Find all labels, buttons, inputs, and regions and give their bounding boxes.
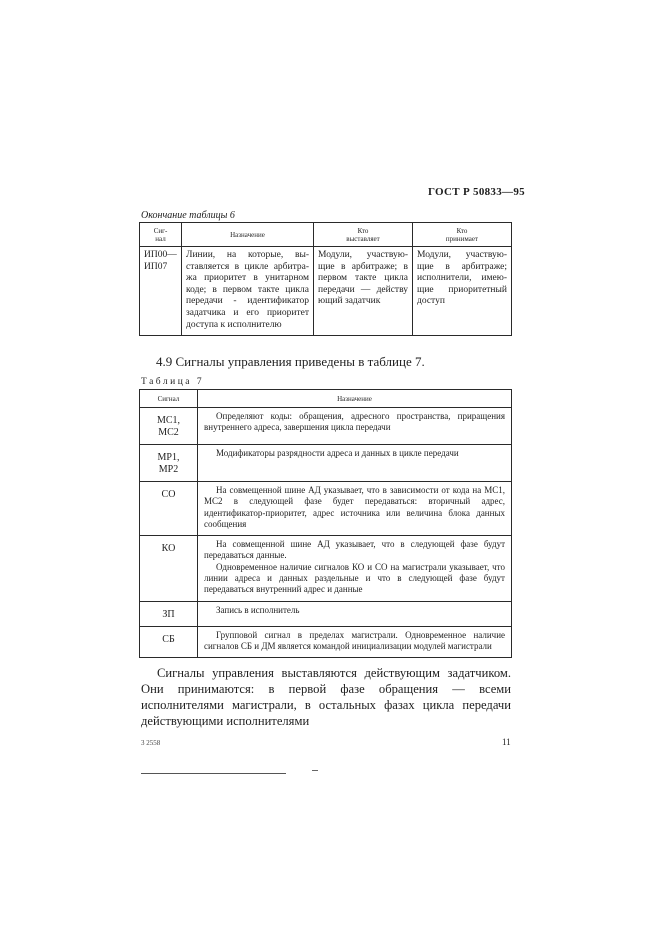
- table6-header-who-sets: Кто выставляет: [314, 223, 413, 247]
- table7-purpose-text: Модификаторы разрядности адреса и данных в цикле передачи: [216, 448, 459, 458]
- table7-signal: МР1, МР2: [140, 445, 198, 482]
- table6-row: [140, 247, 512, 336]
- section-4-9-text: 4.9 Сигналы управления приведены в таблице 7.: [156, 354, 425, 369]
- table7-purpose: [198, 626, 512, 658]
- table7-purpose: [198, 408, 512, 445]
- footer-rule: [141, 773, 286, 774]
- table-row: [140, 445, 512, 482]
- table7-header-purpose: Назначение: [198, 390, 512, 408]
- table6-header-purpose: Назначение: [182, 223, 314, 247]
- body-paragraph: Сигналы управления выставляются действующим задатчиком. Они принимаются: в первой фазе обращения — всеми исполнителями магистрали, в остальных фазах цикла передачи действующими исполнителями: [141, 666, 511, 728]
- footer-dash: [312, 770, 318, 771]
- table7-purpose-text: Запись в исполнитель: [216, 604, 300, 615]
- table7-signal: КО: [140, 536, 198, 601]
- table7-signal: ЗП: [140, 601, 198, 626]
- table-row: [140, 408, 512, 445]
- table7-purpose: [198, 445, 512, 482]
- table7-caption: Таблица 7: [141, 377, 205, 387]
- table6-header-who-receives: Кто принимает: [413, 223, 512, 247]
- table7-purpose-text: Групповой сигнал в пределах магистрали. Одновременное наличие сигналов СБ и ДМ является командой инициализации модулей магистрали: [204, 629, 505, 651]
- table-row: [140, 536, 512, 601]
- table7-purpose-text: Определяют коды: обращения, адресного пространства, приращения внутреннего адреса, завершения цикла передачи: [204, 411, 505, 433]
- table7-purpose-text: На совмещенной шине АД указывает, что в зависимости от кода на МС1, МС2 в следующей фазе будет передаваться: вторичный адрес, идентификатор-приоритет, адрес источника или величина блока данных сообщения: [204, 485, 505, 529]
- table6-cell-purpose: Линии, на которые, вы-ставляется в цикле арбитра-жа приоритет в унитарном коде; в первом такте цикла передачи - идентификатор задатчика и его приоритет доступа к исполнителю: [182, 247, 314, 336]
- standard-number: ГОСТ Р 50833—95: [428, 186, 525, 198]
- table6-cell-who-sets: Модули, участвую-щие в арбитраже; в первом такте цикла передачи — действу ющий задатчик: [314, 247, 413, 336]
- table6: [139, 222, 512, 336]
- table7-purpose: [198, 601, 512, 626]
- table-row: [140, 626, 512, 658]
- table7-signal: СБ: [140, 626, 198, 658]
- table7-header-signal: Сигнал: [140, 390, 198, 408]
- table7-purpose: [198, 482, 512, 536]
- table7-purpose-text-2: Одновременное наличие сигналов КО и СО на магистрали указывает, что линии адреса и данных раздельные и что в следующей фазе будут передаваться внутренний адрес и данные: [204, 561, 505, 595]
- print-mark: 3 2558: [141, 739, 161, 747]
- table7-purpose-text: На совмещенной шине АД указывает, что в следующей фазе будут передаваться данные.: [204, 539, 505, 561]
- table-row: [140, 601, 512, 626]
- table6-header-signal: Сиг- нал: [140, 223, 182, 247]
- table6-cell-signal: ИП00— ИП07: [140, 247, 182, 336]
- table6-caption: Окончание таблицы 6: [141, 210, 235, 221]
- page-number: 11: [502, 737, 511, 747]
- table7-signal: МС1, МС2: [140, 408, 198, 445]
- table-row: [140, 482, 512, 536]
- table6-cell-who-receives: Модули, участвую-щие в арбитраже; исполнители, имею-щие приоритетный доступ: [413, 247, 512, 336]
- table7-purpose: [198, 536, 512, 601]
- table7-signal: СО: [140, 482, 198, 536]
- table7: [139, 389, 512, 658]
